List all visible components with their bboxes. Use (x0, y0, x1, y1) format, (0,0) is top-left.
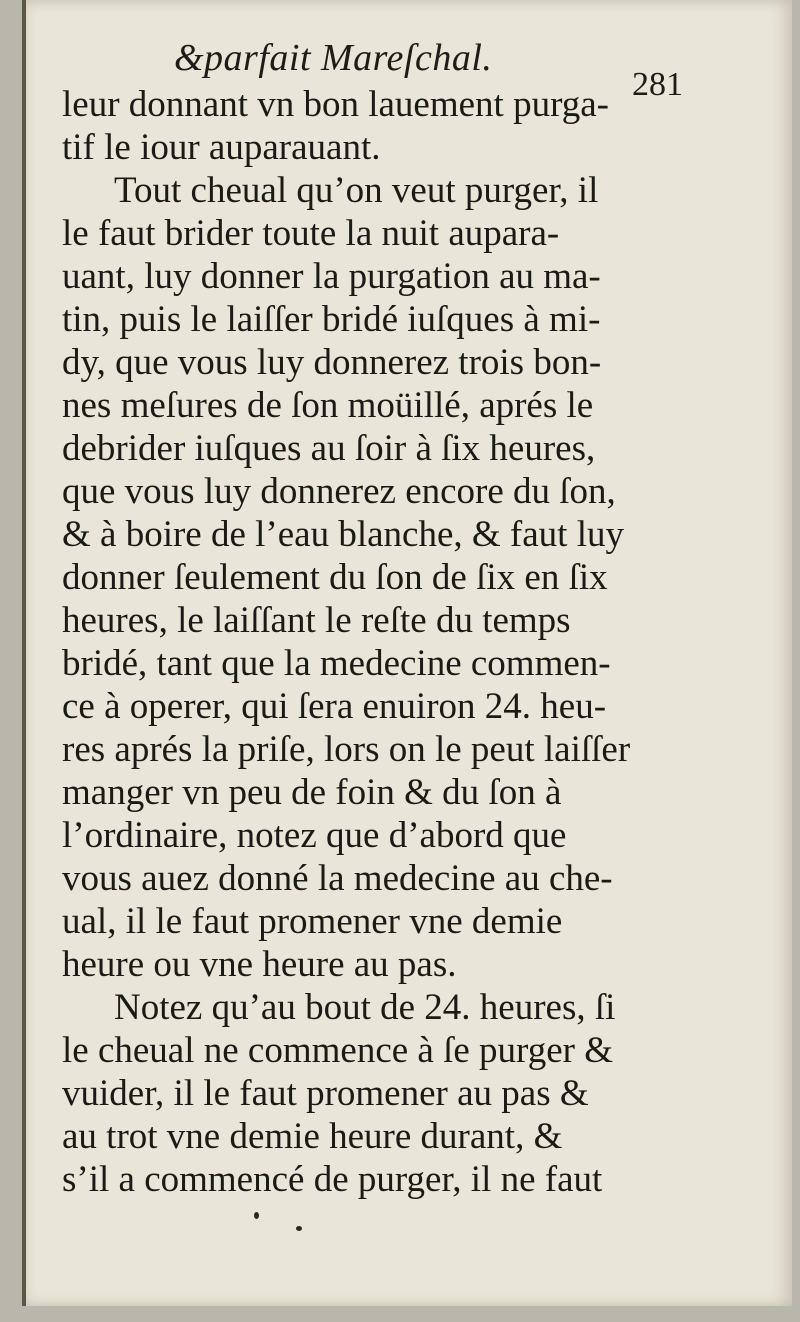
text-line: heure ou vne heure au pas. (62, 944, 457, 985)
running-title: &parfait Mareſchal. (174, 37, 493, 79)
text-line: au trot vne demie heure durant, & (62, 1116, 563, 1157)
text-line: heures, le laiſſant le reſte du temps (62, 600, 571, 641)
text-line: le faut brider toute la nuit aupara- (62, 213, 560, 254)
text-line: vuider, il le faut promener au pas & (62, 1073, 589, 1114)
text-line: uant, luy donner la purgation au ma- (62, 256, 601, 297)
book-page (22, 0, 792, 1306)
text-line: tin, puis le laiſſer bridé iuſques à mi- (62, 299, 601, 340)
text-line: leur donnant vn bon lauement purga- (62, 84, 609, 125)
text-line: bridé, tant que la medecine commen- (62, 643, 611, 684)
text-line: le cheual ne commence à ſe purger & (62, 1030, 613, 1071)
text-line: & à boire de l’eau blanche, & faut luy (62, 514, 624, 555)
text-line: tif le iour auparauant. (62, 127, 381, 168)
text-line: manger vn peu de foin & du ſon à (62, 772, 562, 813)
ink-speck (254, 1212, 259, 1219)
body-text (62, 83, 652, 1201)
text-line: ual, il le faut promener vne demie (62, 901, 563, 942)
text-line: debrider iuſques au ſoir à ſix heures, (62, 428, 596, 469)
text-line: l’ordinaire, notez que d’abord que (62, 815, 567, 856)
text-line: Notez qu’au bout de 24. heures, ſi (114, 987, 616, 1028)
page-number: 281 (632, 66, 683, 103)
text-line: Tout cheual qu’on veut purger, il (114, 170, 599, 211)
ink-speck (296, 1226, 302, 1231)
text-line: que vous luy donnerez encore du ſon, (62, 471, 616, 512)
text-line: dy, que vous luy donnerez trois bon- (62, 342, 602, 383)
text-line: vous auez donné la medecine au che- (62, 858, 613, 899)
text-line: donner ſeulement du ſon de ſix en ſix (62, 557, 608, 598)
text-line: s’il a commencé de purger, il ne faut (62, 1159, 603, 1200)
page-header (62, 30, 683, 103)
text-line: ce à operer, qui ſera enuiron 24. heu- (62, 686, 607, 727)
text-line: nes meſures de ſon moüillé, aprés le (62, 385, 594, 426)
text-line: res aprés la priſe, lors on le peut laiſſer (62, 729, 631, 770)
